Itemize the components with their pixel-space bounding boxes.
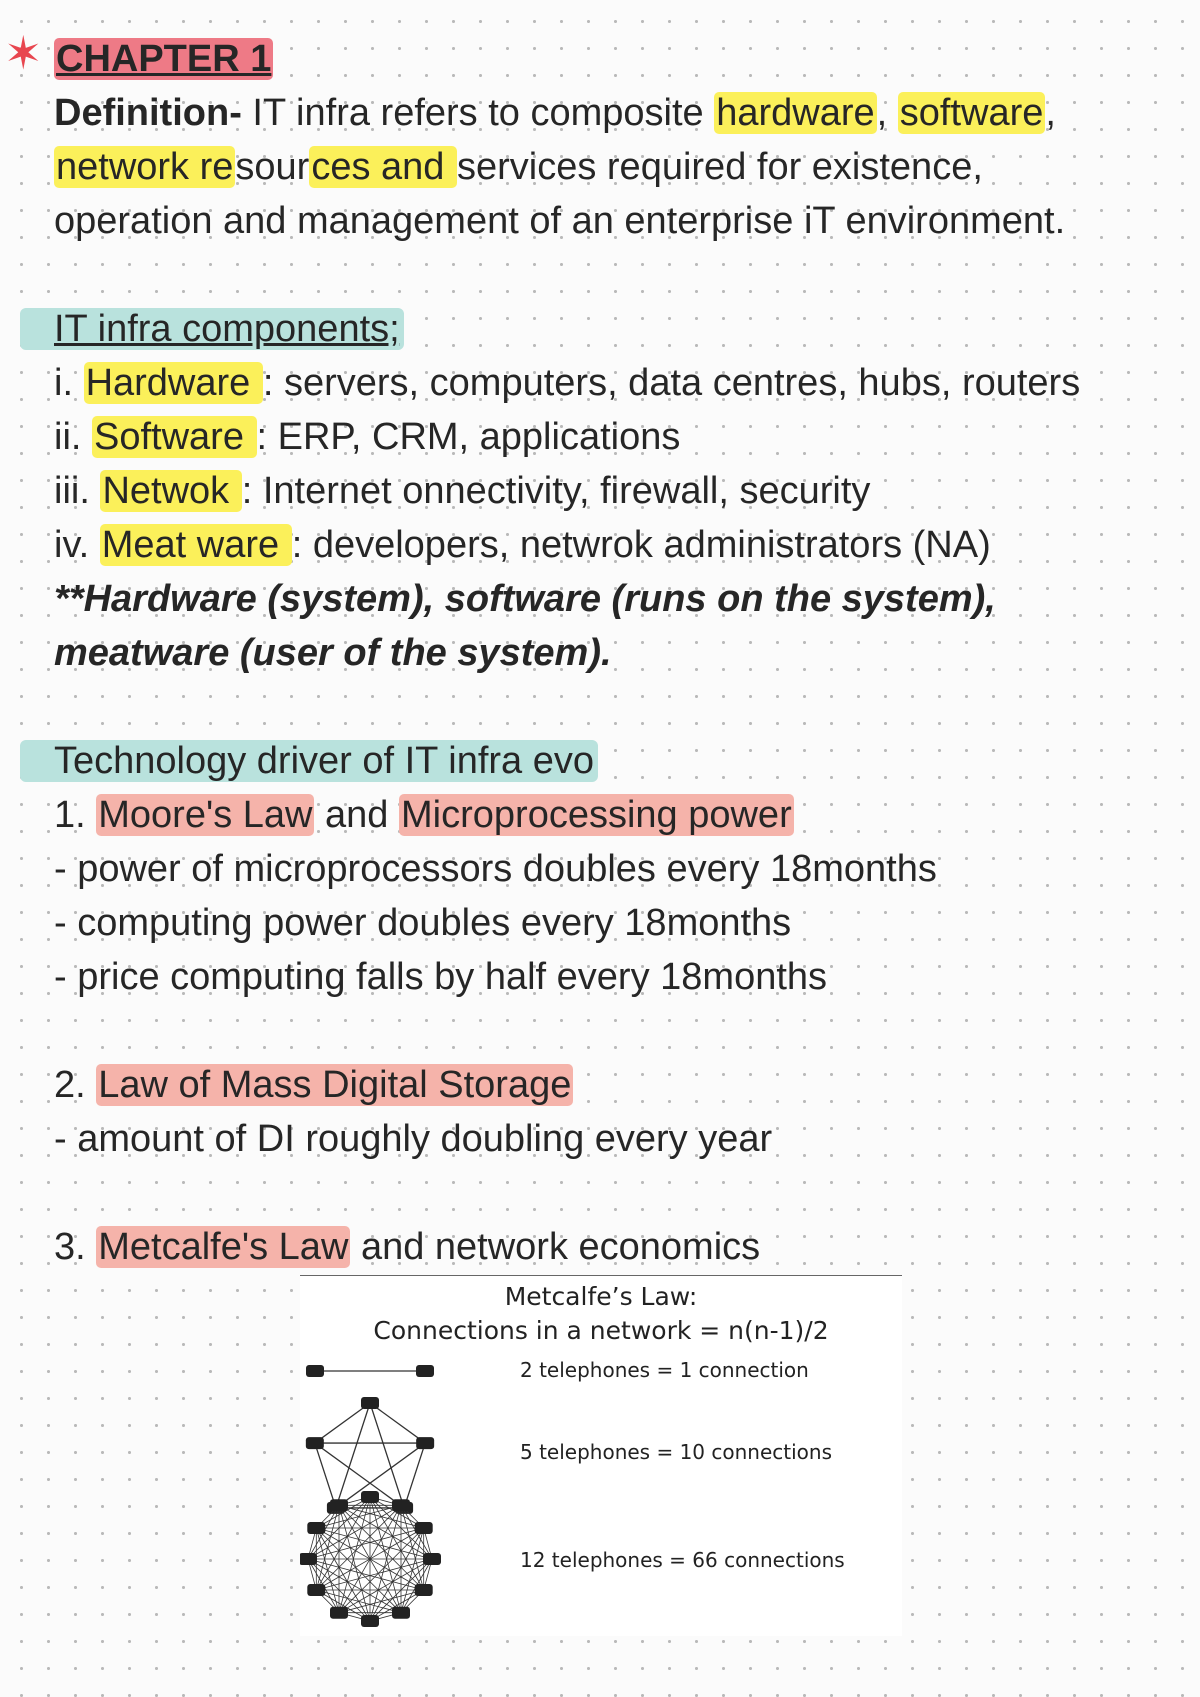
row-label: 5 telephones = 10 connections bbox=[520, 1440, 832, 1464]
connection-line bbox=[315, 1443, 336, 1508]
telephone-icon bbox=[416, 1437, 434, 1449]
telephone-icon bbox=[307, 1522, 325, 1534]
components-note-line-2: meatware (user of the system). bbox=[54, 632, 612, 674]
component-item: iv. Meat ware : developers, netwrok administrators (NA) bbox=[54, 524, 991, 566]
telephone-icon bbox=[392, 1499, 410, 1511]
metcalfe-figure bbox=[300, 1276, 902, 1636]
figure-formula: Connections in a network = n(n-1)/2 bbox=[373, 1316, 829, 1345]
telephone-icon bbox=[307, 1584, 325, 1596]
highlight-hardware: hardware bbox=[716, 92, 875, 134]
connection-line bbox=[404, 1443, 425, 1508]
moore-bullet: - computing power doubles every 18months bbox=[54, 902, 792, 944]
connection-line bbox=[370, 1403, 425, 1443]
definition-line-3: operation and management of an enterprise iT environment. bbox=[54, 200, 1066, 242]
storage-bullet: - amount of DI roughly doubling every year bbox=[54, 1118, 773, 1160]
highlight-network: network re bbox=[56, 146, 234, 188]
telephone-icon bbox=[415, 1584, 433, 1596]
figure-title: Metcalfe’s Law: bbox=[504, 1282, 698, 1311]
telephone-icon bbox=[306, 1437, 324, 1449]
telephone-icon bbox=[423, 1553, 441, 1565]
highlight-services: ces and bbox=[311, 146, 455, 188]
definition-label: Definition- bbox=[54, 92, 242, 134]
telephone-icon bbox=[361, 1615, 379, 1627]
highlight-software: software bbox=[899, 92, 1044, 134]
connection-line bbox=[315, 1403, 370, 1443]
telephone-icon bbox=[330, 1607, 348, 1619]
component-item: i. Hardware : servers, computers, data centres, hubs, routers bbox=[54, 362, 1081, 404]
row-label: 12 telephones = 66 connections bbox=[520, 1548, 845, 1572]
component-item: ii. Software : ERP, CRM, applications bbox=[54, 416, 681, 458]
chapter-title: CHAPTER 1 bbox=[56, 38, 272, 80]
components-note-line-1: **Hardware (system), software (runs on the system), bbox=[54, 578, 996, 620]
telephone-icon bbox=[361, 1397, 379, 1409]
telephone-icon bbox=[361, 1491, 379, 1503]
storage-law-heading: 2. Law of Mass Digital Storage bbox=[54, 1064, 572, 1106]
connection-line bbox=[336, 1443, 425, 1508]
asterisk-star-icon: ✶ bbox=[4, 27, 43, 79]
definition-line-2: network resources and services required for existence, bbox=[56, 146, 983, 188]
moore-law-heading: 1. Moore's Law and Microprocessing power bbox=[54, 794, 792, 836]
component-item: iii. Netwok : Internet onnectivity, firewall, security bbox=[54, 470, 871, 512]
components-heading: IT infra components; bbox=[54, 302, 404, 356]
metcalfe-law-heading: 3. Metcalfe's Law and network economics bbox=[54, 1226, 761, 1268]
telephone-icon bbox=[306, 1365, 324, 1377]
moore-bullet: - price computing falls by half every 18months bbox=[54, 956, 828, 998]
telephone-icon bbox=[415, 1522, 433, 1534]
row-label: 2 telephones = 1 connection bbox=[520, 1358, 809, 1382]
telephone-icon bbox=[300, 1553, 317, 1565]
drivers-heading: Technology driver of IT infra evo bbox=[54, 734, 598, 788]
definition-line-1: Definition- IT infra refers to composite hardware, software, bbox=[54, 92, 1056, 134]
connection-line bbox=[315, 1443, 404, 1508]
moore-bullet: - power of microprocessors doubles every 18months bbox=[54, 848, 937, 890]
telephone-icon bbox=[330, 1499, 348, 1511]
telephone-icon bbox=[416, 1365, 434, 1377]
telephone-icon bbox=[392, 1607, 410, 1619]
